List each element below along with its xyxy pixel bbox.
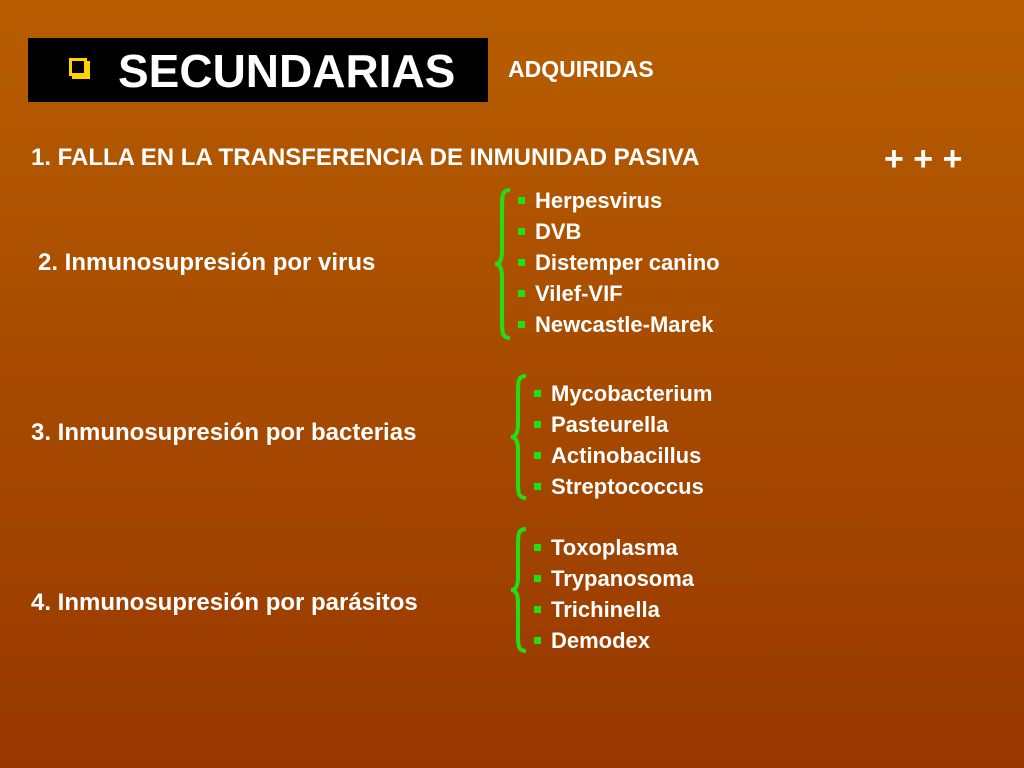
square-bullet-icon <box>534 606 541 613</box>
square-bullet-icon <box>534 421 541 428</box>
list-item: Mycobacterium <box>533 378 712 409</box>
page-subtitle: ADQUIRIDAS <box>508 56 654 82</box>
list-item: Trichinella <box>533 594 694 625</box>
group-bacterias-label: 3. Inmunosupresión por bacterias <box>31 419 417 446</box>
parasitos-list <box>533 532 694 656</box>
title-box <box>28 38 488 102</box>
square-bullet-icon <box>534 452 541 459</box>
square-bullet-icon <box>518 259 525 266</box>
virus-list <box>517 185 720 340</box>
square-bullet-icon <box>518 228 525 235</box>
square-bullet-icon <box>534 637 541 644</box>
item-1-rating: + + + <box>884 140 963 178</box>
group-parasitos-label: 4. Inmunosupresión por parásitos <box>31 589 418 616</box>
square-bullet-icon <box>518 321 525 328</box>
list-item: Actinobacillus <box>533 440 712 471</box>
list-item: Pasteurella <box>533 409 712 440</box>
list-item: Vilef-VIF <box>517 278 720 309</box>
list-item: Trypanosoma <box>533 563 694 594</box>
bacterias-list <box>533 378 712 502</box>
square-bullet-icon <box>534 575 541 582</box>
list-item: Toxoplasma <box>533 532 694 563</box>
curly-brace-icon <box>508 374 532 500</box>
square-bullet-icon <box>534 390 541 397</box>
square-bullet-icon <box>518 290 525 297</box>
square-bullet-icon <box>534 544 541 551</box>
checkbox-bullet-icon <box>69 58 87 76</box>
list-item: Herpesvirus <box>517 185 720 216</box>
list-item: Newcastle-Marek <box>517 309 720 340</box>
group-virus-label: 2. Inmunosupresión por virus <box>38 249 376 276</box>
square-bullet-icon <box>534 483 541 490</box>
curly-brace-icon <box>508 527 532 653</box>
curly-brace-icon <box>492 188 516 340</box>
list-item: Demodex <box>533 625 694 656</box>
list-item: DVB <box>517 216 720 247</box>
list-item: Distemper canino <box>517 247 720 278</box>
page-title: SECUNDARIAS <box>118 45 456 97</box>
item-1-label: 1. FALLA EN LA TRANSFERENCIA DE INMUNIDAD PASIVA <box>31 144 700 171</box>
square-bullet-icon <box>518 197 525 204</box>
list-item: Streptococcus <box>533 471 712 502</box>
